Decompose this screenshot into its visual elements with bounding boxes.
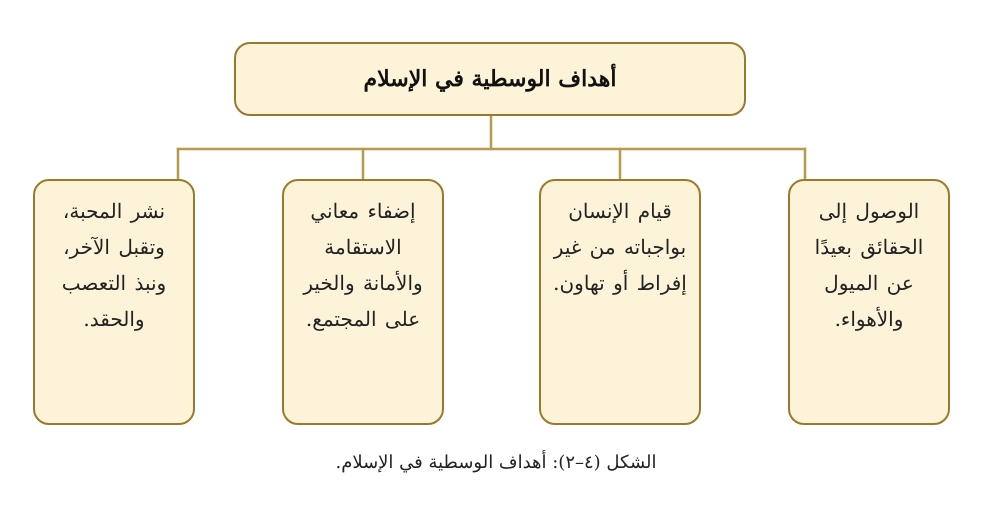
title-box <box>234 42 746 116</box>
diagram-title: أهداف الوسطية في الإسلام <box>363 66 617 92</box>
goal-box-integrity: إضفاء معاني الاستقامة والأمانة والخير على المجتمع. <box>282 179 444 425</box>
goal-box-fulfilling-duties: قيام الإنسان بواجباته من غير إفراط أو تهاون. <box>539 179 701 425</box>
goal-box-tolerance: نشر المحبة، وتقبل الآخر، ونبذ التعصب والحقد. <box>33 179 195 425</box>
figure-caption: الشكل (٤–٢): أهداف الوسطية في الإسلام. <box>335 452 657 473</box>
goal-box-reaching-truth: الوصول إلى الحقائق بعيدًا عن الميول والأهواء. <box>788 179 950 425</box>
